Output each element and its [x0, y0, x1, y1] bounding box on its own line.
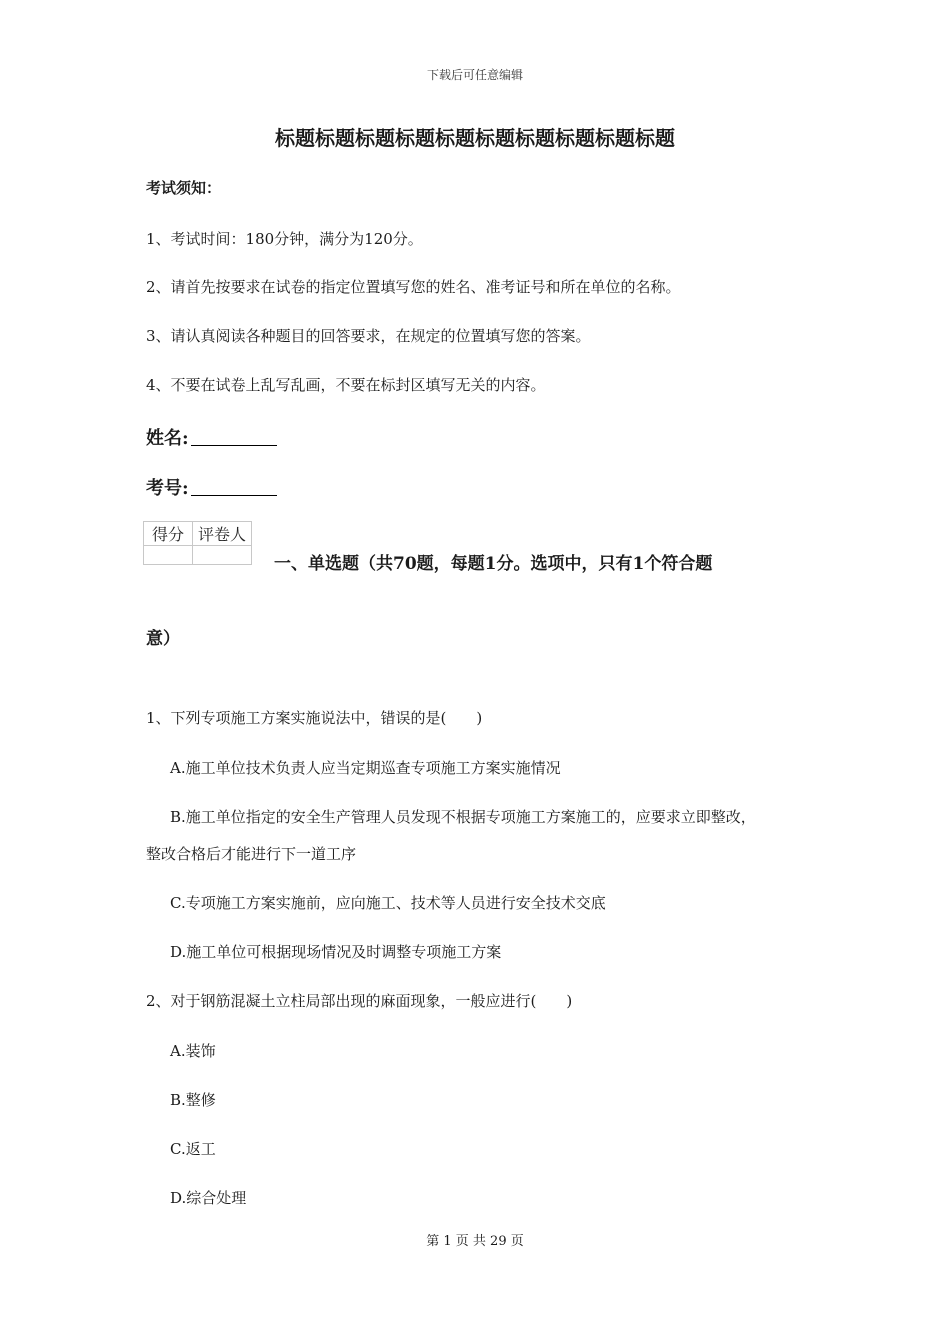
question-1-option-d: D.施工单位可根据现场情况及时调整专项施工方案: [170, 943, 502, 961]
section-heading-continued: 意）: [146, 629, 180, 649]
page-footer: 第 1 页 共 29 页: [426, 1234, 524, 1249]
score-cell[interactable]: [144, 546, 193, 565]
id-field: [146, 474, 277, 500]
grader-cell[interactable]: [193, 546, 252, 565]
notice-rule-1: 1、考试时间：180分钟，满分为120分。: [146, 230, 423, 248]
question-2-option-b: B.整修: [170, 1091, 216, 1109]
notice-rule-4: 4、不要在试卷上乱写乱画，不要在标封区填写无关的内容。: [146, 376, 546, 394]
question-1-option-a: A.施工单位技术负责人应当定期巡查专项施工方案实施情况: [170, 759, 561, 777]
id-blank-line[interactable]: [191, 479, 277, 496]
score-header: 得分: [144, 522, 193, 546]
score-table: [143, 521, 252, 565]
question-2-option-d: D.综合处理: [170, 1189, 247, 1207]
name-field: [146, 424, 277, 450]
question-1-stem: 1、下列专项施工方案实施说法中，错误的是( ): [146, 709, 483, 727]
question-1-option-b-continued: 整改合格后才能进行下一道工序: [146, 845, 357, 863]
notice-rule-3: 3、请认真阅读各种题目的回答要求，在规定的位置填写您的答案。: [146, 327, 591, 345]
section-heading: 一、单选题（共70题，每题1分。选项中，只有1个符合题: [274, 554, 713, 574]
page-title: 标题标题标题标题标题标题标题标题标题标题: [275, 126, 675, 150]
id-label: 考号:: [146, 478, 189, 499]
name-label: 姓名:: [146, 428, 189, 449]
question-2-option-c: C.返工: [170, 1140, 216, 1158]
question-2-option-a: A.装饰: [170, 1042, 216, 1060]
question-1-option-b: B.施工单位指定的安全生产管理人员发现不根据专项施工方案施工的，应要求立即整改，: [170, 808, 756, 826]
grader-header: 评卷人: [193, 522, 252, 546]
name-blank-line[interactable]: [191, 429, 277, 446]
page-header-note: 下载后可任意编辑: [426, 68, 523, 82]
notice-heading: 考试须知：: [146, 179, 222, 197]
question-1-option-c: C.专项施工方案实施前，应向施工、技术等人员进行安全技术交底: [170, 894, 606, 912]
notice-rule-2: 2、请首先按要求在试卷的指定位置填写您的姓名、准考证号和所在单位的名称。: [146, 278, 681, 296]
question-2-stem: 2、对于钢筋混凝土立柱局部出现的麻面现象，一般应进行( ): [146, 992, 573, 1010]
